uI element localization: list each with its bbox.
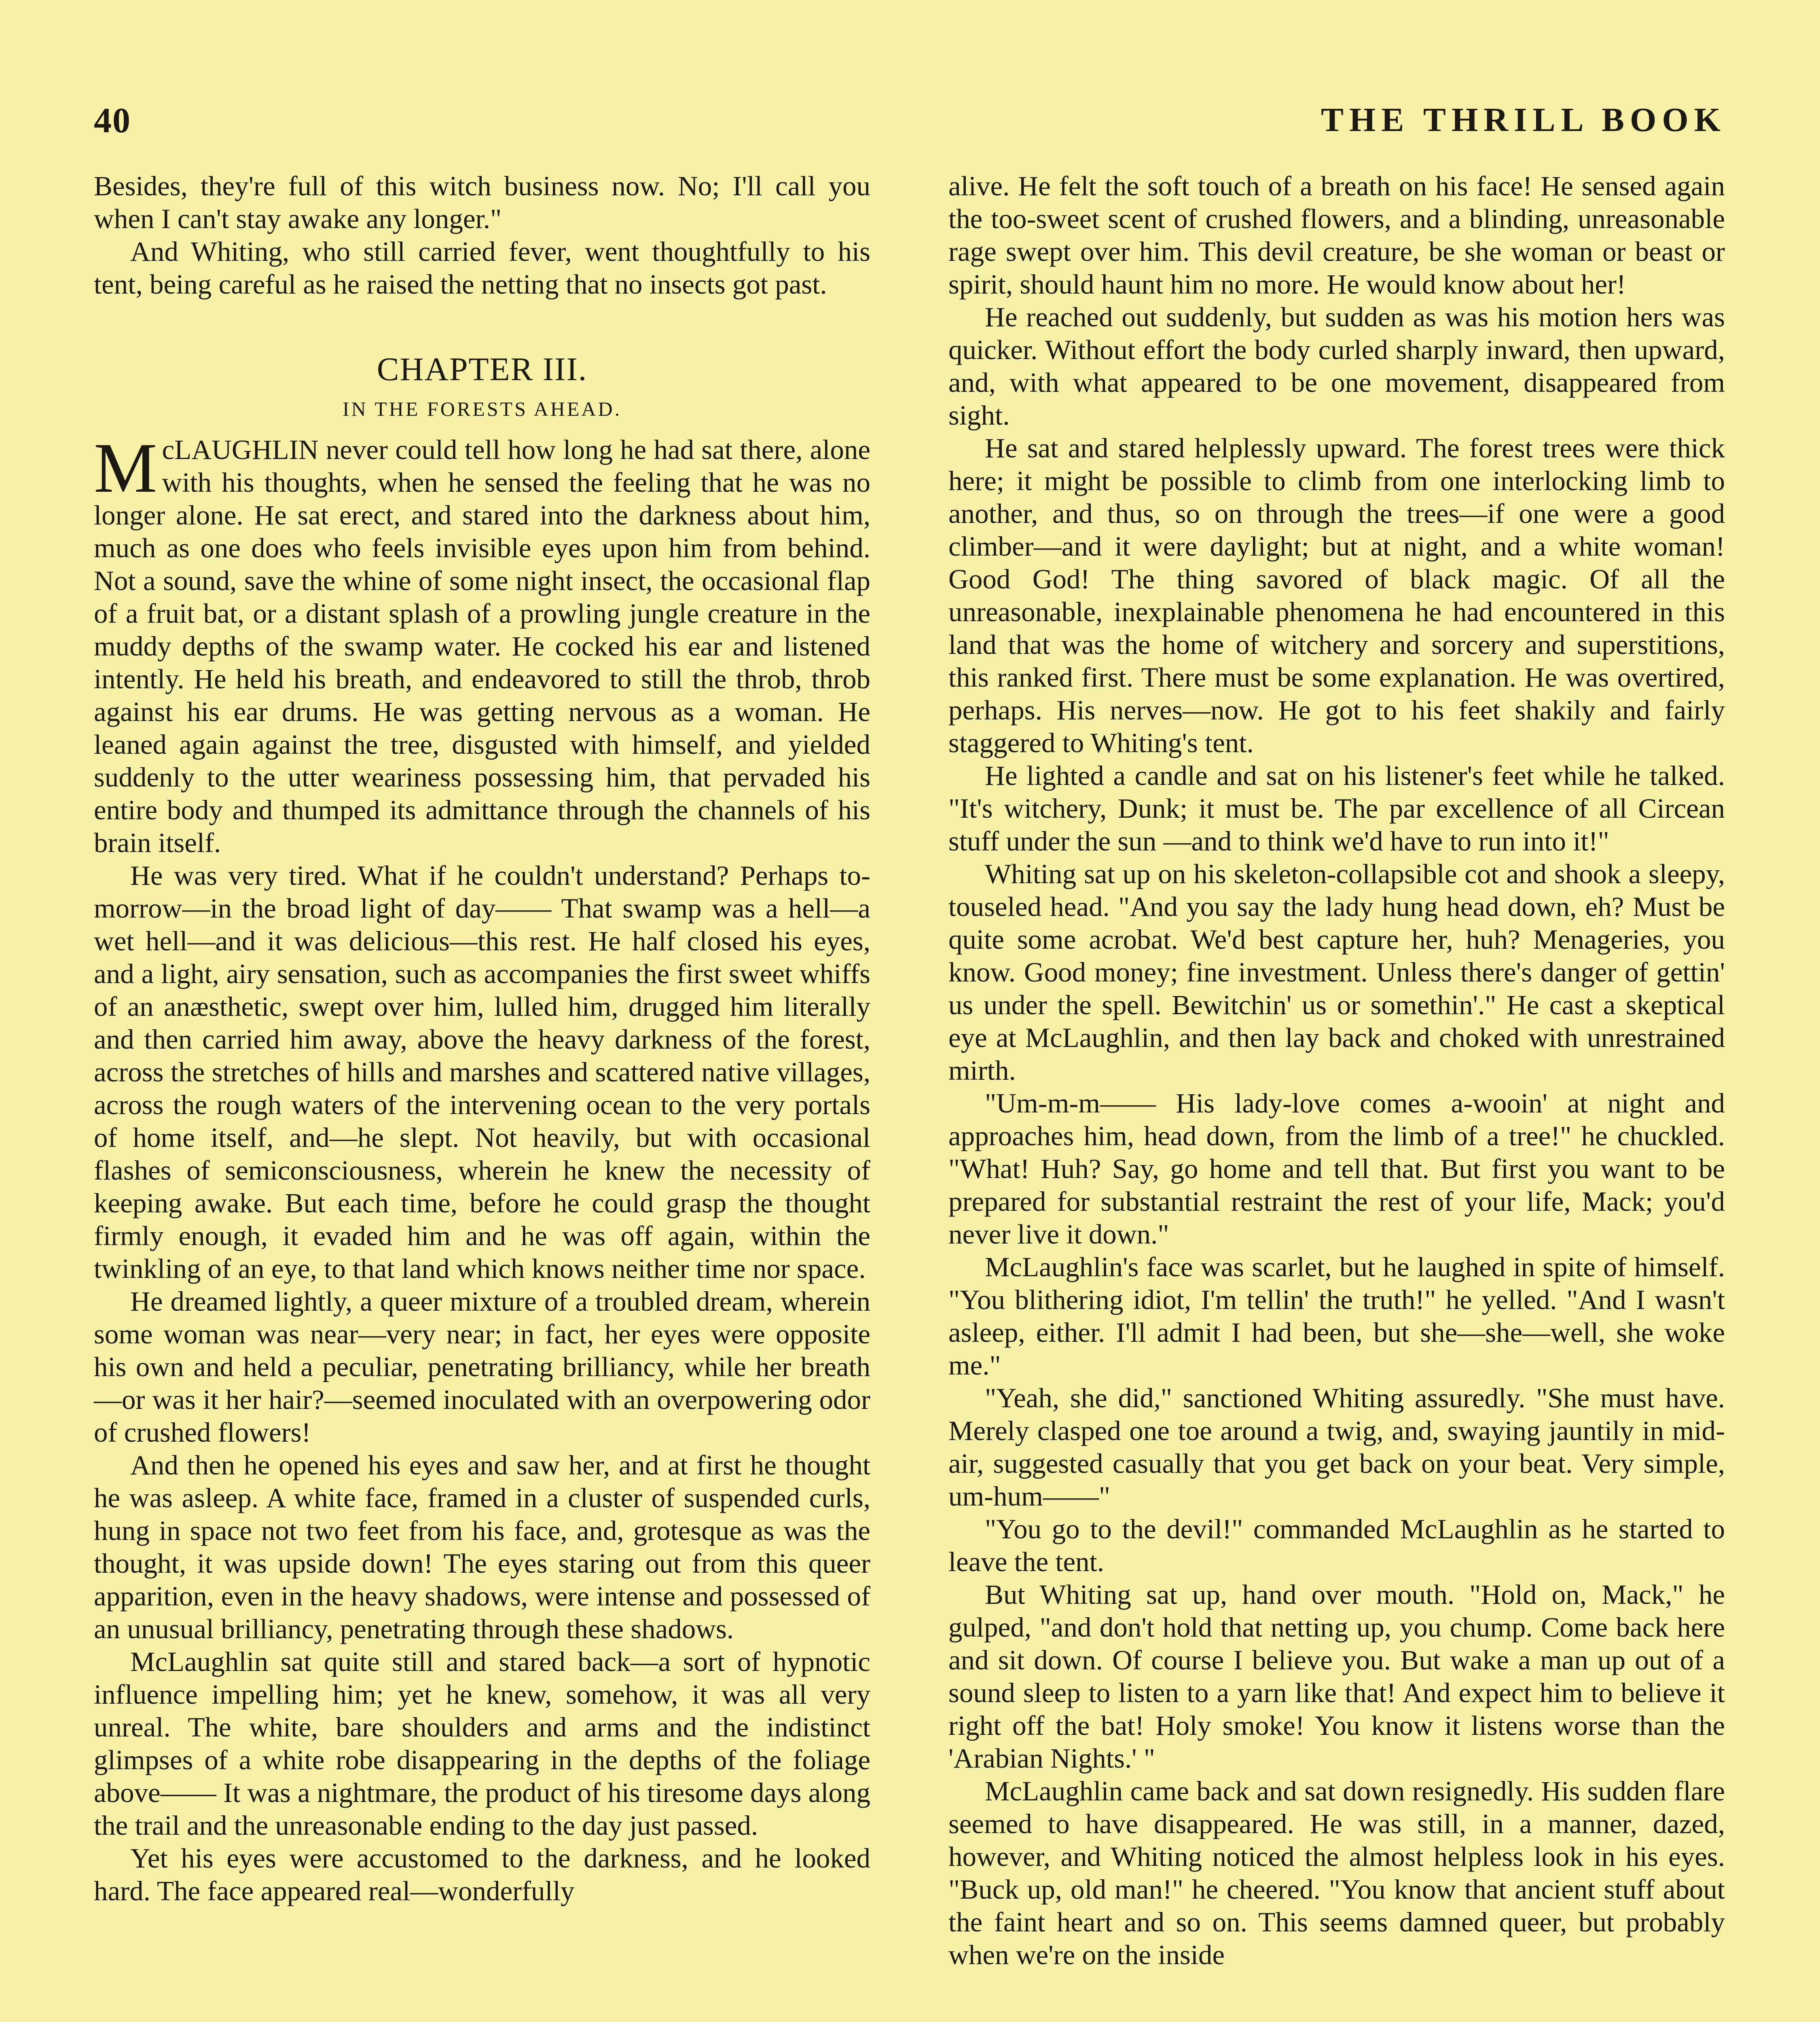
- paragraph-text: cLAUGHLIN never could tell how long he had sat there, alone with his thoughts, when he sensed the feeling that he was no longer alone. He sat erect, and stared into the darkness about him, much as one does who feels invisible eyes upon him from behind. Not a sound, save the whine of some night insect, the occasional flap of a fruit bat, or a distant splash of a prowling jungle creature in the muddy depths of the swamp water. He cocked his ear and listened intently. He held his breath, and endeavored to still the throb, throb against his ear drums. He was getting nervous as a woman. He leaned again against the tree, disgusted with himself, and yielded suddenly to the utter weariness possessing him, that pervaded his entire body and thumped its admittance through the channels of his brain itself.: [94, 434, 870, 858]
- drop-cap: M: [94, 429, 157, 508]
- paragraph: "Yeah, she did," sanctioned Whiting assuredly. "She must have. Merely clasped one toe around a twig, and, swaying jauntily in mid-air, suggested casually that you get back on your beat. Very simple, um-hum——": [948, 1383, 1725, 1512]
- paragraph: McLaughlin's face was scarlet, but he laughed in spite of himself. "You blithering idiot, I'm tellin' the truth!" he yelled. "And I wasn't asleep, either. I'll admit I had been, but she—she—well, she woke me.": [948, 1252, 1725, 1381]
- paragraph: He was very tired. What if he couldn't understand? Perhaps to-morrow—in the broad light of day—— That swamp was a hell—a wet hell—and it was delicious—this rest. He half closed his eyes, and a light, airy sensation, such as accompanies the first sweet whiffs of an anæsthetic, swept over him, lulled him, drugged him literally and then carried him away, above the heavy darkness of the forest, across the stretches of hills and marshes and scattered native villages, across the rough waters of the intervening ocean to the very portals of home itself, and—he slept. Not heavily, but with occasional flashes of semiconsciousness, wherein he knew the necessity of keeping awake. But each time, before he could grasp the thought firmly enough, it evaded him and he was off again, within the twinkling of an eye, to that land which knows neither time nor space.: [94, 860, 870, 1284]
- right-column: [948, 170, 1725, 2022]
- running-title: THE THRILL BOOK: [1321, 101, 1726, 139]
- paragraph: He dreamed lightly, a queer mixture of a troubled dream, wherein some woman was near—very near; in fact, her eyes were opposite his own and held a peculiar, penetrating brilliancy, while her breath—or was it her hair?—seemed inoculated with an overpowering odor of crushed flowers!: [94, 1286, 870, 1448]
- chapter-title: CHAPTER III.: [377, 351, 588, 387]
- paragraph: McLaughlin sat quite still and stared back—a sort of hypnotic influence impelling him; yet he knew, somehow, it was all very unreal. The white, bare shoulders and arms and the indistinct glimpses of a white robe disappearing in the depths of the foliage above—— It was a nightmare, the product of his tiresome days along the trail and the unreasonable ending to the day just passed.: [94, 1646, 871, 1841]
- paragraph: He lighted a candle and sat on his listener's feet while he talked. "It's witchery, Dunk; it must be. The par excellence of all Circean stuff under the sun —and to think we'd have to run into it!": [948, 760, 1725, 857]
- paragraph: Whiting sat up on his skeleton-collapsible cot and shook a sleepy, touseled head. "And you say the lady hung head down, eh? Must be quite some acrobat. We'd best capture her, huh? Menageries, you know. Good money; fine investment. Unless there's danger of gettin' us under the spell. Bewitchin' us or somethin'." He cast a skeptical eye at McLaughlin, and then lay back and choked with unrestrained mirth.: [948, 859, 1725, 1086]
- paragraph: And then he opened his eyes and saw her, and at first he thought he was asleep. A white face, framed in a cluster of suspended curls, hung in space not two feet from his face, and, grotesque as was the thought, it was upside down! The eyes staring out from this queer apparition, even in the heavy shadows, were intense and possessed of an unusual brilliancy, penetrating through these shadows.: [94, 1450, 870, 1644]
- paragraph: He reached out suddenly, but sudden as was his motion hers was quicker. Without effort the body curled sharply inward, then upward, and, with what appeared to be one movement, disappeared from sight.: [948, 302, 1725, 431]
- paragraph: Yet his eyes were accustomed to the darkness, and he looked hard. The face appeared real—wonderfully: [94, 1843, 870, 1906]
- paragraph: He sat and stared helplessly upward. The forest trees were thick here; it might be possible to climb from one interlocking limb to another, and thus, so on through the trees—if one were a good climber—and it were daylight; but at night, and a white woman! Good God! The thing savored of black magic. Of all the unreasonable, inexplainable phenomena he had encountered in this land that was the home of witchery and sorcery and superstitions, this ranked first. There must be some explanation. He was overtired, perhaps. His nerves—now. He got to his feet shakily and fairly staggered to Whiting's tent.: [948, 433, 1725, 758]
- paragraph: McLaughlin came back and sat down resignedly. His sudden flare seemed to have disappeared. He was still, in a manner, dazed, however, and Whiting noticed the almost helpless look in his eyes. "Buck up, old man!" he cheered. "You know that ancient stuff about the faint heart and so on. This seems damned queer, but probably when we're on the inside: [948, 1776, 1725, 1970]
- paragraph: "You go to the devil!" commanded McLaughlin as he started to leave the tent.: [948, 1514, 1725, 1577]
- chapter-subtitle: IN THE FORESTS AHEAD.: [342, 398, 622, 420]
- opening-paragraph: [94, 429, 870, 859]
- paragraph: Besides, they're full of this witch business now. No; I'll call you when I can't stay awake any longer.": [94, 171, 870, 234]
- paragraph: "Um-m-m—— His lady-love comes a-wooin' at night and approaches him, head down, from the limb of a tree!" he chuckled. "What! Huh? Say, go home and tell that. But first you want to be prepared for substantial restraint the rest of your life, Mack; you'd never live it down.": [948, 1088, 1725, 1250]
- page-number: 40: [94, 101, 131, 140]
- paragraph: alive. He felt the soft touch of a breath on his face! He sensed again the too-sweet scent of crushed flowers, and a blinding, unreasonable rage swept over him. This devil creature, be she woman or beast or spirit, should haunt him no more. He would know about her!: [948, 171, 1725, 300]
- left-column: [94, 170, 870, 2022]
- paragraph: But Whiting sat up, hand over mouth. "Hold on, Mack," he gulped, "and don't hold that netting up, you chump. Come back here and sit down. Of course I believe you. But wake a man up out of a sound sleep to listen to a yarn like that! And expect him to believe it right off the bat! Holy smoke! You know it listens worse than the 'Arabian Nights.' ": [948, 1579, 1725, 1774]
- paragraph: And Whiting, who still carried fever, went thoughtfully to his tent, being careful as he raised the netting that no insects got past.: [94, 236, 870, 300]
